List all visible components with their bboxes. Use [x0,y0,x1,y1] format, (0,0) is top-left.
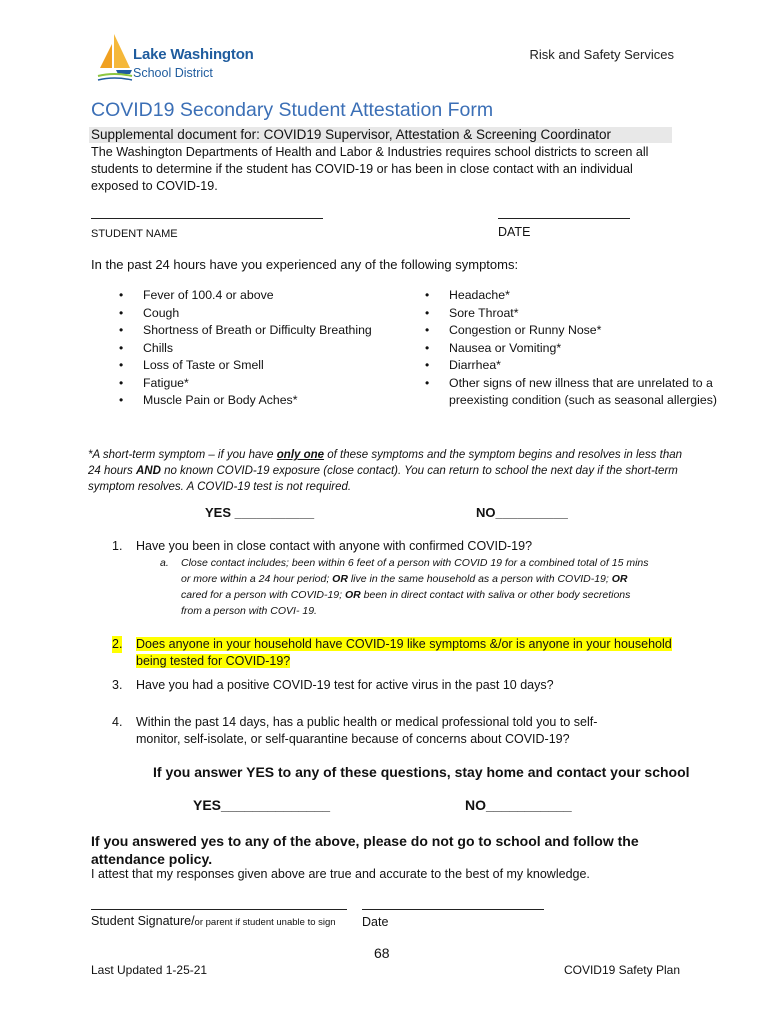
intro-paragraph: The Washington Departments of Health and Labor & Industries requires school districts to screen all students to determine if the student has COVID-19 or has been in close contact with an individual exposed to COVID-19. [91,145,649,193]
list-item: • Shortness of Breath or Difficulty Breathing [114,322,404,340]
question-number: 4. [112,715,123,729]
question-number: 3. [112,678,123,692]
student-name-label: STUDENT NAME [91,228,178,240]
date-field[interactable] [498,218,630,219]
note-text: of these symptoms and the symptom begins and resolves in less than 24 hours [88,449,683,477]
stay-home-instruction: If you answer YES to any of these questions, stay home and contact your school [153,764,690,780]
list-item: • Fever of 100.4 or above [114,287,404,305]
department-label: Risk and Safety Services [529,47,674,62]
follow-policy-text: If you answered yes to any of the above, please do not go to school and follow the attendance policy. [91,833,639,867]
note-emphasis: only one [276,449,325,461]
sub-letter: a. [160,557,169,569]
question-2 [112,636,684,670]
question-4 [112,714,612,748]
question-1 [112,538,672,555]
question-3 [112,677,672,694]
note-and: AND [135,465,161,477]
list-item: • Diarrhea* [420,357,720,375]
sub-text: Close contact includes; been within 6 feet of a person with COVID 19 for a combined total of 15 mins or more within a 24 hour period; OR live in the same household as a person with COVID-19; OR cared for a person with COVID-19; OR been in direct contact with saliva or other body secretions from a person with COVI- 19. [181,557,649,617]
attestation-text: I attest that my responses given above are true and accurate to the best of my knowledge. [91,867,590,881]
list-item: • Loss of Taste or Smell [114,357,404,375]
question-text: Have you had a positive COVID-19 test for active virus in the past 10 days? [136,678,554,692]
yes-answer-field[interactable]: YES ___________ [205,505,315,520]
list-item: • Chills [114,340,404,358]
short-term-note [88,447,688,495]
list-item: • Fatigue* [114,375,404,393]
plan-name: COVID19 Safety Plan [563,963,680,977]
question-1a [160,555,650,619]
symptom-list-left [114,287,404,410]
last-updated: Last Updated 1-25-21 [91,963,208,977]
final-no-field[interactable]: NO___________ [465,797,572,813]
list-item: • Nausea or Vomiting* [420,340,720,358]
note-text: no known COVID-19 exposure (close contact). You can return to school the next day if the short-term symptom resolves. A COVID-19 test is not required. [88,465,678,493]
signature-label: Student Signature/or parent if student unable to sign [91,914,336,928]
list-item: • Congestion or Runny Nose* [420,322,720,340]
list-item: • Other signs of new illness that are unrelated to a preexisting condition (such as seasonal allergies) [420,375,720,410]
question-number: 1. [112,539,123,553]
question-text: Does anyone in your household have COVID-19 like symptoms &/or is anyone in your household being tested for COVID-19? [136,637,672,668]
list-item: • Headache* [420,287,720,305]
logo-subtitle: School District [133,66,213,80]
list-item: • Muscle Pain or Body Aches* [114,392,404,410]
page-number: 68 [374,945,390,961]
signature-date-label: Date [362,915,389,929]
student-name-field[interactable] [91,218,323,219]
symptom-list-right [420,287,720,410]
symptoms-question: In the past 24 hours have you experienced any of the following symptoms: [91,257,519,272]
supplemental-line: Supplemental document for: COVID19 Supervisor, Attestation & Screening Coordinator [89,127,672,143]
final-yes-field[interactable]: YES______________ [193,797,331,813]
signature-date-field[interactable] [362,909,544,910]
note-text: *A short-term symptom – if you have [88,449,277,461]
list-item: • Cough [114,305,404,323]
list-item: • Sore Throat* [420,305,720,323]
signature-note: or parent if student unable to sign [194,917,336,928]
question-number: 2. [112,637,123,651]
signature-field[interactable] [91,909,347,910]
question-text: Within the past 14 days, has a public health or medical professional told you to self-monitor, self-isolate, or self-quarantine because of concerns about COVID-19? [136,715,598,746]
date-label: DATE [498,225,531,239]
logo-name: Lake Washington [133,46,254,63]
form-title: COVID19 Secondary Student Attestation Form [91,99,494,121]
question-text: Have you been in close contact with anyone with confirmed COVID-19? [136,539,533,553]
no-answer-field[interactable]: NO__________ [476,505,568,520]
